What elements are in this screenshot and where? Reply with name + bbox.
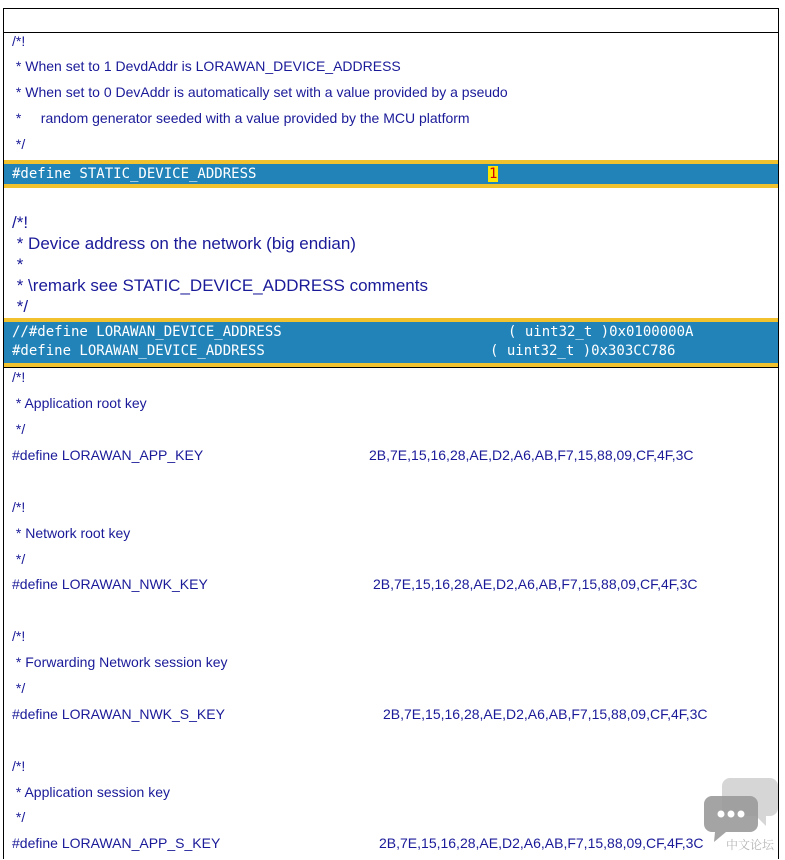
comment-line: * Network root key [12,525,131,541]
section-divider [4,367,778,368]
key-value: 2B,7E,15,16,28,AE,D2,A6,AB,F7,15,88,09,CF,4F,3C [373,576,698,592]
comment-line: /*! [12,369,26,385]
comment-line: */ [12,680,26,696]
comment-line: * Device address on the network (big endian) [12,234,356,253]
comment-line: */ [12,551,26,567]
highlighted-value: 1 [489,166,498,182]
code-bar-device-address [4,318,778,367]
key-define: #define LORAWAN_NWK_S_KEY [12,706,225,722]
table-header-row [4,9,778,33]
key-value: 2B,7E,15,16,28,AE,D2,A6,AB,F7,15,88,09,CF,4F,3C [383,706,708,722]
comment-line: * [12,255,24,274]
comment-line: * Application session key [12,784,170,800]
code-define-device-address-commented: //#define LORAWAN_DEVICE_ADDRESS [12,324,282,340]
key-define: #define LORAWAN_NWK_KEY [12,576,208,592]
comment-line: * random generator seeded with a value provided by the MCU platform [12,110,470,126]
comment-line: /*! [12,33,26,49]
comment-line: /*! [12,758,26,774]
comment-line: * When set to 0 DevAddr is automatically set with a value provided by a pseudo [12,84,508,100]
comment-line: */ [12,136,26,152]
code-define-device-address: #define LORAWAN_DEVICE_ADDRESS [12,343,265,359]
code-value: ( uint32_t )0x0100000A [508,324,694,340]
key-define: #define LORAWAN_APP_KEY [12,447,204,463]
comment-line: * Application root key [12,395,147,411]
comment-line: * When set to 1 DevdAddr is LORAWAN_DEVICE_ADDRESS [12,58,401,74]
comment-line: * \remark see STATIC_DEVICE_ADDRESS comments [12,276,428,295]
comment-line: * Forwarding Network session key [12,654,228,670]
watermark-text: 中文论坛 [726,838,775,852]
comment-line: /*! [12,499,26,515]
comment-line: /*! [12,213,29,232]
code-define-static-address: #define STATIC_DEVICE_ADDRESS [12,166,257,182]
comment-line: /*! [12,628,26,644]
comment-line: */ [12,297,29,316]
document-frame [3,8,779,859]
comment-line: */ [12,809,26,825]
key-value: 2B,7E,15,16,28,AE,D2,A6,AB,F7,15,88,09,CF,4F,3C [379,835,704,851]
comment-line: */ [12,421,26,437]
key-value: 2B,7E,15,16,28,AE,D2,A6,AB,F7,15,88,09,CF,4F,3C [369,447,694,463]
key-define: #define LORAWAN_APP_S_KEY [12,835,221,851]
code-bar-static-address [4,160,778,188]
code-value: ( uint32_t )0x303CC786 [490,343,676,359]
